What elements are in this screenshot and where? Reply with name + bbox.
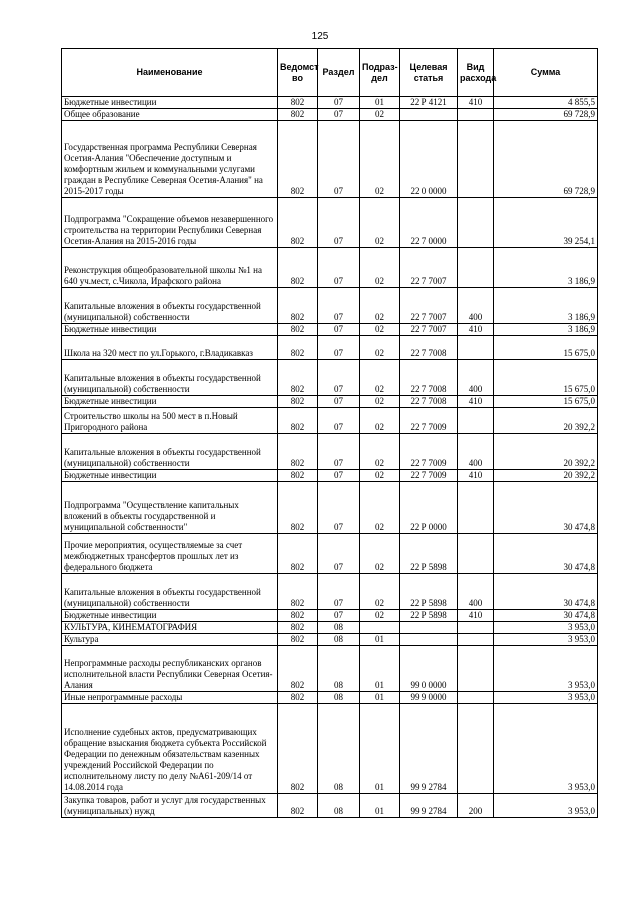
row-kind: 410 <box>458 610 494 622</box>
table-row <box>62 534 598 574</box>
row-sum: 30 474,8 <box>494 534 598 574</box>
row-name: Капитальные вложения в объекты государственной (муниципальной) собственности <box>62 574 278 610</box>
row-section: 07 <box>318 198 360 248</box>
row-kind: 400 <box>458 574 494 610</box>
table-row <box>62 97 598 109</box>
row-subsection: 02 <box>360 324 400 336</box>
row-sum: 3 953,0 <box>494 622 598 634</box>
table-row <box>62 336 598 360</box>
row-target: 99 9 2784 <box>400 704 458 794</box>
row-name: Бюджетные инвестиции <box>62 324 278 336</box>
row-subsection: 02 <box>360 121 400 198</box>
row-sum: 3 953,0 <box>494 794 598 818</box>
row-sum: 3 186,9 <box>494 248 598 288</box>
row-sum: 15 675,0 <box>494 396 598 408</box>
row-name: Капитальные вложения в объекты государственной (муниципальной) собственности <box>62 360 278 396</box>
row-kind <box>458 534 494 574</box>
table-row <box>62 692 598 704</box>
row-target: 22 7 7009 <box>400 470 458 482</box>
row-sum: 3 953,0 <box>494 692 598 704</box>
header-sum: Сумма <box>494 49 598 97</box>
row-dept: 802 <box>278 336 318 360</box>
row-section: 07 <box>318 482 360 534</box>
row-section: 07 <box>318 610 360 622</box>
table-row <box>62 622 598 634</box>
row-subsection: 02 <box>360 610 400 622</box>
row-subsection: 01 <box>360 704 400 794</box>
row-kind: 400 <box>458 360 494 396</box>
row-name: Подпрограмма "Сокращение объемов незавершенного строительства на территории Республики Северная Осетия-Алания на 2015-2016 годы <box>62 198 278 248</box>
row-target: 22 0 0000 <box>400 121 458 198</box>
row-kind: 410 <box>458 324 494 336</box>
row-target: 99 9 2784 <box>400 794 458 818</box>
table-row <box>62 482 598 534</box>
row-dept: 802 <box>278 622 318 634</box>
table-row <box>62 470 598 482</box>
row-sum: 3 953,0 <box>494 634 598 646</box>
header-name: Наименование <box>62 49 278 97</box>
row-kind <box>458 622 494 634</box>
row-target: 22 7 7009 <box>400 408 458 434</box>
table-row <box>62 704 598 794</box>
row-section: 07 <box>318 408 360 434</box>
row-section: 07 <box>318 109 360 121</box>
row-dept: 802 <box>278 534 318 574</box>
row-dept: 802 <box>278 434 318 470</box>
row-target: 22 7 7007 <box>400 248 458 288</box>
table-row <box>62 396 598 408</box>
row-section: 08 <box>318 794 360 818</box>
row-section: 08 <box>318 622 360 634</box>
row-subsection: 01 <box>360 692 400 704</box>
row-section: 07 <box>318 434 360 470</box>
row-dept: 802 <box>278 109 318 121</box>
table-row <box>62 574 598 610</box>
row-name: Исполнение судебных актов, предусматривающих обращение взыскания бюджета субъекта Российской Федерации по денежным обязательствам казенных учреждений Российской Федерации по исполнительному листу по делу №А61-209/14 от 14.08.2014 года <box>62 704 278 794</box>
row-section: 07 <box>318 248 360 288</box>
row-target: 22 7 7007 <box>400 324 458 336</box>
row-kind: 400 <box>458 288 494 324</box>
row-name: Бюджетные инвестиции <box>62 610 278 622</box>
header-dept: Ведомст во <box>278 49 318 97</box>
row-dept: 802 <box>278 692 318 704</box>
row-sum: 3 186,9 <box>494 288 598 324</box>
row-target: 99 9 0000 <box>400 692 458 704</box>
row-sum: 69 728,9 <box>494 121 598 198</box>
header-subsection: Подраз- дел <box>360 49 400 97</box>
row-name: Капитальные вложения в объекты государственной (муниципальной) собственности <box>62 434 278 470</box>
row-name: Культура <box>62 634 278 646</box>
row-target <box>400 622 458 634</box>
row-section: 07 <box>318 288 360 324</box>
row-subsection: 02 <box>360 470 400 482</box>
row-dept: 802 <box>278 470 318 482</box>
row-sum: 3 953,0 <box>494 704 598 794</box>
row-section: 08 <box>318 634 360 646</box>
row-name: Бюджетные инвестиции <box>62 470 278 482</box>
row-kind <box>458 336 494 360</box>
row-dept: 802 <box>278 408 318 434</box>
row-target: 22 Р 5898 <box>400 534 458 574</box>
row-name: Бюджетные инвестиции <box>62 97 278 109</box>
row-dept: 802 <box>278 646 318 692</box>
table-header-row <box>62 49 598 97</box>
row-name: Непрограммные расходы республиканских органов исполнительной власти Республики Северная Осетия-Алания <box>62 646 278 692</box>
row-dept: 802 <box>278 121 318 198</box>
row-subsection: 02 <box>360 198 400 248</box>
row-target: 22 Р 5898 <box>400 610 458 622</box>
row-dept: 802 <box>278 97 318 109</box>
row-kind <box>458 408 494 434</box>
row-dept: 802 <box>278 324 318 336</box>
row-kind <box>458 704 494 794</box>
row-target: 22 Р 0000 <box>400 482 458 534</box>
row-subsection: 02 <box>360 248 400 288</box>
row-sum: 39 254,1 <box>494 198 598 248</box>
row-kind <box>458 198 494 248</box>
table-row <box>62 610 598 622</box>
table-row <box>62 248 598 288</box>
row-dept: 802 <box>278 610 318 622</box>
table-row <box>62 360 598 396</box>
table-row <box>62 646 598 692</box>
row-target <box>400 634 458 646</box>
row-subsection: 01 <box>360 794 400 818</box>
table-row <box>62 288 598 324</box>
row-kind: 410 <box>458 97 494 109</box>
row-name: Прочие мероприятия, осуществляемые за счет межбюджетных трансфертов прошлых лет из федерального бюджета <box>62 534 278 574</box>
row-kind: 400 <box>458 434 494 470</box>
row-subsection: 01 <box>360 97 400 109</box>
row-target: 99 0 0000 <box>400 646 458 692</box>
table-row <box>62 109 598 121</box>
table-row <box>62 794 598 818</box>
row-section: 07 <box>318 470 360 482</box>
row-target: 22 7 7009 <box>400 434 458 470</box>
table-row <box>62 408 598 434</box>
row-sum: 20 392,2 <box>494 408 598 434</box>
row-kind <box>458 109 494 121</box>
row-sum: 15 675,0 <box>494 360 598 396</box>
row-dept: 802 <box>278 198 318 248</box>
row-dept: 802 <box>278 482 318 534</box>
budget-table <box>61 48 598 818</box>
row-kind <box>458 692 494 704</box>
row-sum: 30 474,8 <box>494 482 598 534</box>
row-kind <box>458 248 494 288</box>
row-kind <box>458 482 494 534</box>
table-row <box>62 634 598 646</box>
row-sum: 3 953,0 <box>494 646 598 692</box>
row-sum: 20 392,2 <box>494 434 598 470</box>
row-subsection: 02 <box>360 360 400 396</box>
row-dept: 802 <box>278 248 318 288</box>
row-name: Строительство школы на 500 мест в п.Новый Пригородного района <box>62 408 278 434</box>
row-section: 07 <box>318 324 360 336</box>
row-sum: 30 474,8 <box>494 610 598 622</box>
row-dept: 802 <box>278 574 318 610</box>
row-dept: 802 <box>278 794 318 818</box>
row-subsection: 02 <box>360 408 400 434</box>
row-name: Закупка товаров, работ и услуг для государственных (муниципальных) нужд <box>62 794 278 818</box>
row-target: 22 Р 4121 <box>400 97 458 109</box>
row-subsection <box>360 622 400 634</box>
row-section: 07 <box>318 336 360 360</box>
row-section: 07 <box>318 534 360 574</box>
table-row <box>62 324 598 336</box>
row-name: Иные непрограммные расходы <box>62 692 278 704</box>
row-target: 22 7 7008 <box>400 396 458 408</box>
header-target: Целевая статья <box>400 49 458 97</box>
row-section: 07 <box>318 574 360 610</box>
row-subsection: 02 <box>360 396 400 408</box>
row-dept: 802 <box>278 704 318 794</box>
row-subsection: 01 <box>360 634 400 646</box>
row-target: 22 7 7007 <box>400 288 458 324</box>
row-name: КУЛЬТУРА, КИНЕМАТОГРАФИЯ <box>62 622 278 634</box>
row-subsection: 02 <box>360 482 400 534</box>
row-subsection: 02 <box>360 336 400 360</box>
row-name: Капитальные вложения в объекты государственной (муниципальной) собственности <box>62 288 278 324</box>
row-kind: 200 <box>458 794 494 818</box>
row-section: 08 <box>318 704 360 794</box>
row-subsection: 02 <box>360 534 400 574</box>
row-section: 07 <box>318 360 360 396</box>
row-sum: 30 474,8 <box>494 574 598 610</box>
row-kind <box>458 634 494 646</box>
row-target <box>400 109 458 121</box>
row-section: 07 <box>318 396 360 408</box>
table-row <box>62 121 598 198</box>
row-kind <box>458 121 494 198</box>
row-sum: 20 392,2 <box>494 470 598 482</box>
page-number: 125 <box>311 31 329 42</box>
row-sum: 69 728,9 <box>494 109 598 121</box>
row-dept: 802 <box>278 634 318 646</box>
table-row <box>62 434 598 470</box>
row-sum: 4 855,5 <box>494 97 598 109</box>
row-kind: 410 <box>458 396 494 408</box>
row-section: 08 <box>318 646 360 692</box>
row-dept: 802 <box>278 396 318 408</box>
row-subsection: 02 <box>360 288 400 324</box>
row-target: 22 Р 5898 <box>400 574 458 610</box>
row-name: Общее образование <box>62 109 278 121</box>
row-section: 08 <box>318 692 360 704</box>
header-kind: Вид расхода <box>458 49 494 97</box>
row-sum: 15 675,0 <box>494 336 598 360</box>
row-dept: 802 <box>278 288 318 324</box>
header-section: Раздел <box>318 49 360 97</box>
row-section: 07 <box>318 121 360 198</box>
row-subsection: 02 <box>360 434 400 470</box>
row-name: Бюджетные инвестиции <box>62 396 278 408</box>
row-kind <box>458 646 494 692</box>
row-subsection: 01 <box>360 646 400 692</box>
row-target: 22 7 7008 <box>400 360 458 396</box>
row-target: 22 7 0000 <box>400 198 458 248</box>
row-name: Реконструкция общеобразовательной школы №1 на 640 уч.мест, с.Чикола, Ирафского района <box>62 248 278 288</box>
row-name: Государственная программа Республики Северная Осетия-Алания "Обеспечение доступным и комфортным жильем и коммунальными услугами граждан в Республике Северная Осетия-Алания" на 2015-2017 годы <box>62 121 278 198</box>
row-dept: 802 <box>278 360 318 396</box>
table-row <box>62 198 598 248</box>
row-subsection: 02 <box>360 109 400 121</box>
row-section: 07 <box>318 97 360 109</box>
row-kind: 410 <box>458 470 494 482</box>
row-target: 22 7 7008 <box>400 336 458 360</box>
row-subsection: 02 <box>360 574 400 610</box>
row-name: Подпрограмма "Осуществление капитальных вложений в объекты государственной и муниципальной собственности" <box>62 482 278 534</box>
row-sum: 3 186,9 <box>494 324 598 336</box>
row-name: Школа на 320 мест по ул.Горького, г.Владикавказ <box>62 336 278 360</box>
